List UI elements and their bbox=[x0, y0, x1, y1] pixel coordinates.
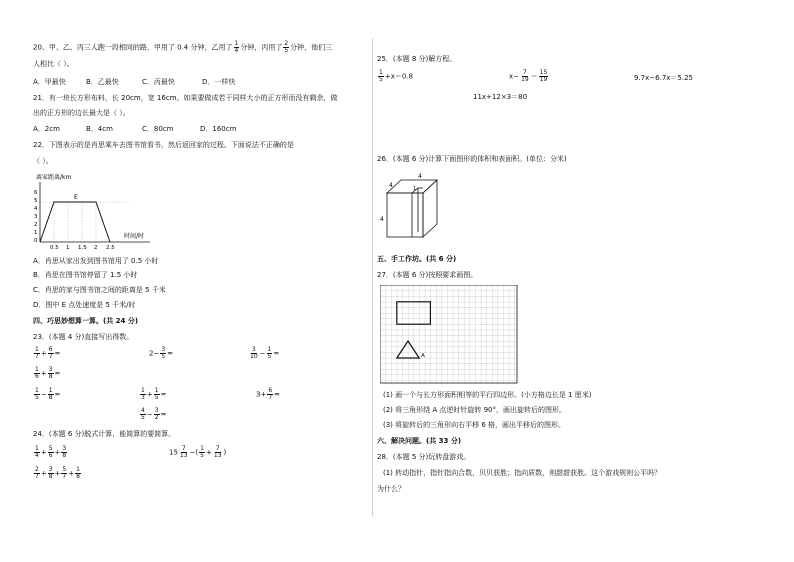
q26-title: 26．(本题 6 分)计算下面图形的体积和表面积。(单位：分米) bbox=[377, 155, 567, 163]
task-1: (1) 画一个与长方形面积相等的平行四边形。(小方格边长是 1 厘米) bbox=[383, 391, 592, 399]
column-divider bbox=[372, 38, 373, 516]
x-tick: 2 bbox=[94, 245, 98, 251]
dimension-label: 4 bbox=[380, 216, 384, 223]
y-tick: 3 bbox=[34, 214, 38, 220]
calc-expression: $\frac{2}{7}$ + $\frac{3}{8}$ + $\frac{5}{7}$ + $\frac{1}{8}$ bbox=[35, 466, 80, 480]
q20-line1: 20、甲、乙、丙三人跑一段相同的路，甲用了 0.4 分钟，乙用了 $\frac{1}{4}$ 分钟，丙用了 $\frac{2}{5}$ 分钟，他们三 bbox=[33, 40, 333, 54]
x-tick: 1 bbox=[66, 245, 70, 251]
option-d: D．160cm bbox=[200, 125, 237, 133]
q25-title: 25．(本题 8 分)解方程。 bbox=[377, 55, 457, 63]
option-a: A．肖思从家出发到图书馆用了 0.5 小时 bbox=[33, 257, 159, 265]
q21-line2: 出的正方形的边长最大是（ ）。 bbox=[33, 109, 130, 117]
x-axis-label: 时间/时 bbox=[124, 233, 145, 240]
equation: x− $\frac{7}{19}$ ＝ $\frac{15}{19}$ bbox=[509, 69, 548, 83]
option-b: B．乙最快 bbox=[86, 78, 119, 86]
mental-calc-item: $\frac{1}{5}$ − $\frac{1}{8}$ = bbox=[35, 387, 61, 401]
y-axis-label: 离家距离/km bbox=[36, 174, 72, 181]
option-d: D．一样快 bbox=[202, 78, 236, 86]
mental-calc-item: $\frac{3}{10}$ − $\frac{1}{5}$ = bbox=[250, 346, 280, 360]
option-a: A．2cm bbox=[33, 125, 60, 133]
y-tick: 4 bbox=[34, 206, 38, 212]
x-tick: 0.5 bbox=[50, 245, 59, 251]
y-tick: 5 bbox=[34, 198, 38, 204]
option-b: B．4cm bbox=[86, 125, 113, 133]
distance-time-graph bbox=[30, 172, 180, 252]
option-a: A．甲最快 bbox=[33, 78, 66, 86]
fraction: $\frac{2}{5}$ bbox=[284, 40, 289, 54]
option-d: D．图中 E 点处速度是 5 千米/时 bbox=[33, 301, 136, 309]
mental-calc-item: 2− $\frac{3}{5}$ = bbox=[149, 346, 174, 360]
mental-calc-item: 3+ $\frac{6}{7}$ = bbox=[256, 387, 281, 401]
y-tick: 6 bbox=[34, 190, 38, 196]
q22-line2: （ ）。 bbox=[33, 157, 53, 165]
x-tick: 1.5 bbox=[78, 245, 87, 251]
y-tick: 1 bbox=[34, 230, 38, 236]
dimension-label: 4 bbox=[389, 182, 393, 189]
option-c: C．肖思的家与图书馆之间的距离是 5 千米 bbox=[33, 286, 166, 294]
q24-title: 24．(本题 6 分)脱式计算，能简算的要简算。 bbox=[33, 430, 176, 438]
option-c: C．80cm bbox=[142, 125, 174, 133]
equation: $\frac{1}{5}$ +x＝0.8 bbox=[379, 69, 413, 83]
dimension-label: 4 bbox=[418, 173, 422, 180]
point-a-label: A bbox=[421, 353, 425, 359]
x-tick: 2.5 bbox=[106, 245, 115, 251]
fraction: $\frac{1}{4}$ bbox=[234, 40, 239, 54]
option-c: C．丙最快 bbox=[142, 78, 175, 86]
q23-title: 23．(本题 4 分)直接写出得数。 bbox=[33, 333, 134, 341]
equation: 11x+12×3＝80 bbox=[473, 93, 528, 101]
section-4-heading: 四、巧思妙想算一算。(共 24 分) bbox=[33, 317, 139, 325]
drawing-grid bbox=[380, 285, 518, 384]
mental-calc-item: $\frac{1}{3}$ + $\frac{1}{5}$ = bbox=[141, 387, 167, 401]
q28-line1: (1) 转动指针，指针指向合数，贝贝获胜；指向质数，则甜甜获胜。这个游戏规则公平吗？ bbox=[383, 469, 662, 477]
q28-title: 28．(本题 5 分)玩转盘游戏。 bbox=[377, 453, 471, 461]
q28-line2: 为什么？ bbox=[377, 485, 405, 493]
q21-line1: 21．有一块长方形布料，长 20cm，宽 16cm。如果要做成若干同样大小的正方形而没有剩余，做 bbox=[33, 94, 338, 102]
section-5-heading: 五、手工作坊。(共 6 分) bbox=[377, 255, 457, 263]
task-3: (3) 将旋转后的三角形向右平移 6 格，画出平移后的图形。 bbox=[383, 421, 566, 429]
section-6-heading: 六、解决问题。(共 33 分) bbox=[377, 437, 462, 445]
calc-expression: 15 $\frac{7}{13}$ −( $\frac{1}{5}$ + $\frac{7}{13}$ ) bbox=[169, 445, 227, 459]
point-e-label: E bbox=[74, 194, 78, 201]
distance-line bbox=[40, 202, 110, 242]
task-2: (2) 将三角形绕 A 点逆时针旋转 90°，画出旋转后的图形。 bbox=[383, 406, 567, 414]
equation: 9.7x−6.7x＝5.25 bbox=[634, 74, 694, 82]
y-tick: 0 bbox=[34, 238, 38, 244]
q27-title: 27．(本题 6 分)按照要求画图。 bbox=[377, 271, 478, 279]
dimension-label: 1 bbox=[413, 186, 417, 192]
q20-line2: 人相比（ ）。 bbox=[33, 60, 74, 68]
calc-expression: $\frac{1}{4}$ + $\frac{5}{6}$ + $\frac{3}{8}$ bbox=[35, 445, 67, 459]
solid-figure-diagram bbox=[377, 170, 457, 250]
y-tick: 2 bbox=[34, 222, 38, 228]
mental-calc-item: $\frac{4}{5}$ − $\frac{3}{2}$ = bbox=[141, 407, 167, 421]
mental-calc-item: $\frac{1}{6}$ + $\frac{3}{8}$ = bbox=[35, 366, 61, 380]
q22-line1: 22．下图表示的是肖思乘车去图书馆看书，然后返回家的过程。下面说法不正确的是 bbox=[33, 141, 294, 149]
option-b: B．肖思在图书馆停留了 1.5 小时 bbox=[33, 271, 138, 279]
mental-calc-item: $\frac{1}{7}$ + $\frac{6}{7}$ = bbox=[35, 346, 61, 360]
